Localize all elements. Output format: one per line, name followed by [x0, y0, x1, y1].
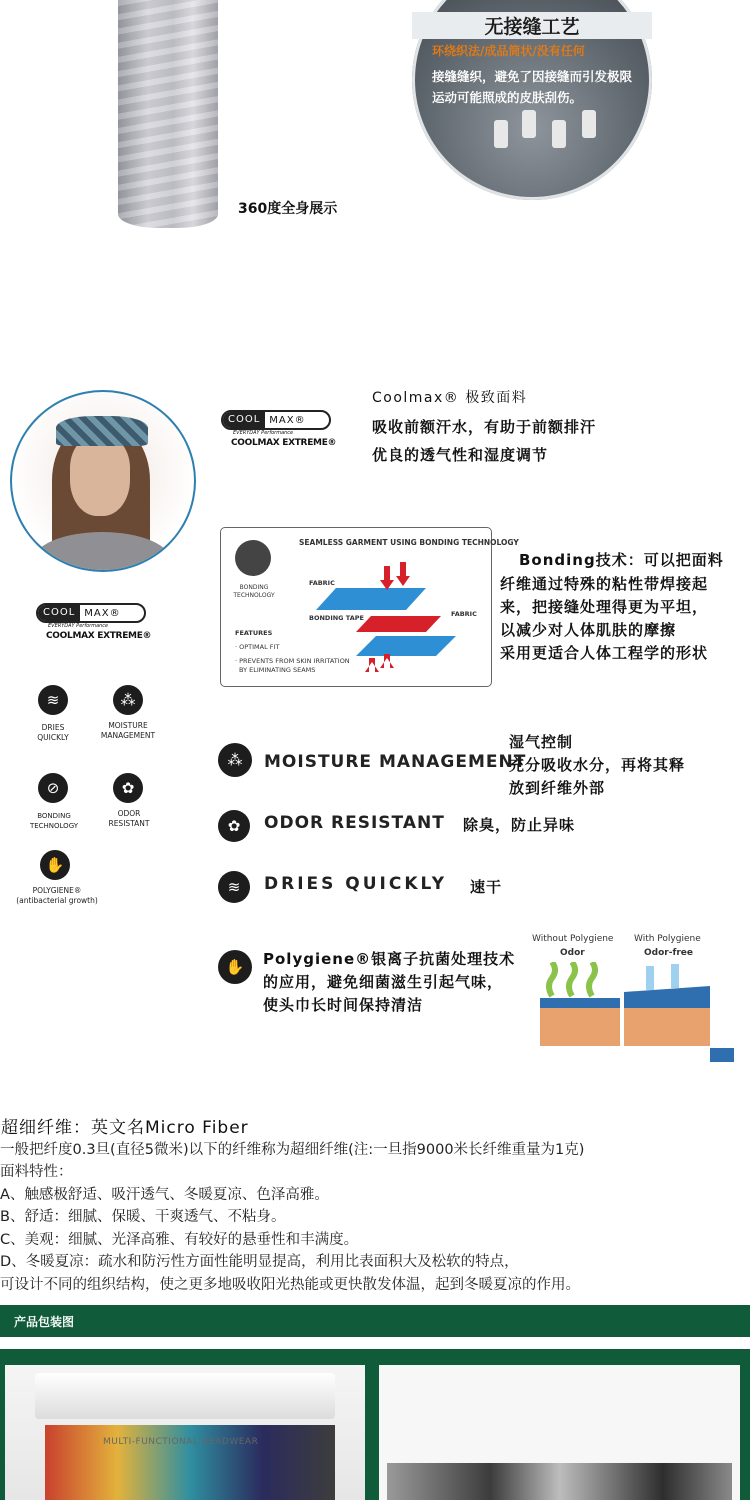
bonding-icon: ⊘: [38, 773, 68, 803]
bonding-diagram: SEAMLESS GARMENT USING BONDING TECHNOLOGY BONDING TECHNOLOGY FABRIC FABRIC BONDING TAPE FEATURES · OPTIMAL FIT · PREVENTS FROM SKIN IRRITATION BY ELIMINATING SEAMS: [220, 527, 492, 687]
microfiber-line-1: 一般把纤度0.3旦(直径5微米)以下的纤维称为超细纤维(注:一旦指9000米长纤维重量为1克): [0, 1142, 585, 1158]
polygiene-line3: 使头巾长时间保持清洁: [263, 996, 424, 1014]
bag-label: MULTI-FUNCTIONAL HEADWEAR: [103, 1437, 259, 1447]
moisture-cn-2: 充分吸收水分，再将其释: [509, 756, 686, 774]
side-icon-dries: ≋ DRIES QUICKLY: [30, 685, 76, 743]
coolmax-logo-caption: COOLMAX EXTREME®: [231, 438, 337, 448]
bonding-text-3: 来，把接缝处理得更为平坦，: [500, 598, 709, 616]
dries-cn: 速干: [470, 878, 503, 896]
bonding-text-1: Bonding技术：可以把面料: [519, 551, 724, 569]
bonding-diagram-title: SEAMLESS GARMENT USING BONDING TECHNOLOGY: [299, 538, 519, 547]
moisture-cn-1: 湿气控制: [509, 733, 574, 751]
polygiene-line2: 的应用，避免细菌滋生引起气味，: [263, 973, 504, 991]
packaging-header-bar: [0, 1305, 750, 1337]
microfiber-line-3: A、触感极舒适、吸汗透气、冬暖夏凉、色泽高雅。: [0, 1187, 329, 1203]
dries-feature-icon: ≋: [218, 871, 250, 903]
microfiber-line-4: B、舒适：细腻、保暖、干爽透气、不粘身。: [0, 1209, 286, 1225]
microfiber-line-6: D、冬暖夏凉：疏水和防污性方面性能明显提高，利用比表面积大及松软的特点，: [0, 1254, 519, 1270]
coolmax-line1: 吸收前额汗水，有助于前额排汗: [372, 418, 597, 436]
coolmax-logo-side: COOL MAX® EVERYDAY Performance COOLMAX EXTREME®: [36, 603, 151, 641]
microfiber-line-7: 可设计不同的组织结构，使之更多地吸收阳光热能或更快散发体温，起到冬暖夏凉的作用。: [0, 1277, 580, 1293]
side-icon-moisture: ⁂ MOISTURE MANAGEMENT: [98, 685, 158, 741]
coolmax-logo: COOL MAX® EVERYDAY Performance COOLMAX EXTREME®: [221, 410, 336, 448]
seamless-subtitle: 环绕织法/成品筒状/没有任何: [432, 44, 585, 58]
tube-scarf-image: [118, 0, 218, 228]
seamless-title: 无接缝工艺: [412, 12, 652, 39]
360-caption: 360度全身展示: [238, 201, 338, 217]
dries-label: DRIES QUICKLY: [264, 874, 448, 894]
packaging-photo-1: [5, 1365, 365, 1500]
odor-icon: ✿: [113, 773, 143, 803]
odor-cn: 除臭，防止异味: [463, 816, 576, 834]
odor-label: ODOR RESISTANT: [264, 813, 445, 833]
moisture-label: MOISTURE MANAGEMENT: [264, 752, 527, 772]
moisture-icon: ⁂: [113, 685, 143, 715]
coolmax-title: Coolmax® 极致面料: [372, 390, 528, 406]
moisture-cn-3: 放到纤维外部: [509, 779, 606, 797]
model-portrait: [10, 390, 196, 572]
bonding-tech-icon: [235, 540, 271, 576]
bonding-text-2: 纤维通过特殊的粘性带焊接起: [500, 575, 709, 593]
bonding-text-4: 以减少对人体肌肤的摩擦: [500, 621, 677, 639]
dries-icon: ≋: [38, 685, 68, 715]
bonding-text-5: 采用更适合人体工程学的形状: [500, 644, 709, 662]
packaging-photo-2: [379, 1365, 740, 1500]
seamless-desc: 接缝缝织，避免了因接缝而引发极限运动可能照成的皮肤刮伤。: [432, 69, 633, 105]
odor-feature-icon: ✿: [218, 810, 250, 842]
microfiber-line-2: 面料特性：: [0, 1164, 73, 1180]
polygiene-icon: ✋: [40, 850, 70, 880]
microfiber-line-5: C、美观：细腻、光泽高雅、有较好的悬垂性和丰满度。: [0, 1232, 359, 1248]
polygiene-comparison-graphic: Without Polygiene Odor With Polygiene Odor-free: [530, 934, 740, 1068]
polygiene-feature-icon: ✋: [218, 950, 252, 984]
coolmax-line2: 优良的透气性和湿度调节: [372, 446, 549, 464]
moisture-feature-icon: ⁂: [218, 743, 252, 777]
microfiber-title: 超细纤维：英文名Micro Fiber: [1, 1118, 249, 1138]
packaging-header: 产品包装图: [14, 1315, 75, 1329]
side-icon-bonding: ⊘ BONDING TECHNOLOGY: [18, 773, 90, 831]
seamless-circle-graphic: [412, 0, 652, 205]
side-icon-polygiene: ✋ POLYGIENE® (antibacterial growth): [12, 850, 102, 906]
side-icon-odor: ✿ ODOR RESISTANT: [100, 773, 158, 829]
polygiene-line1: Polygiene®银离子抗菌处理技术: [263, 950, 516, 968]
